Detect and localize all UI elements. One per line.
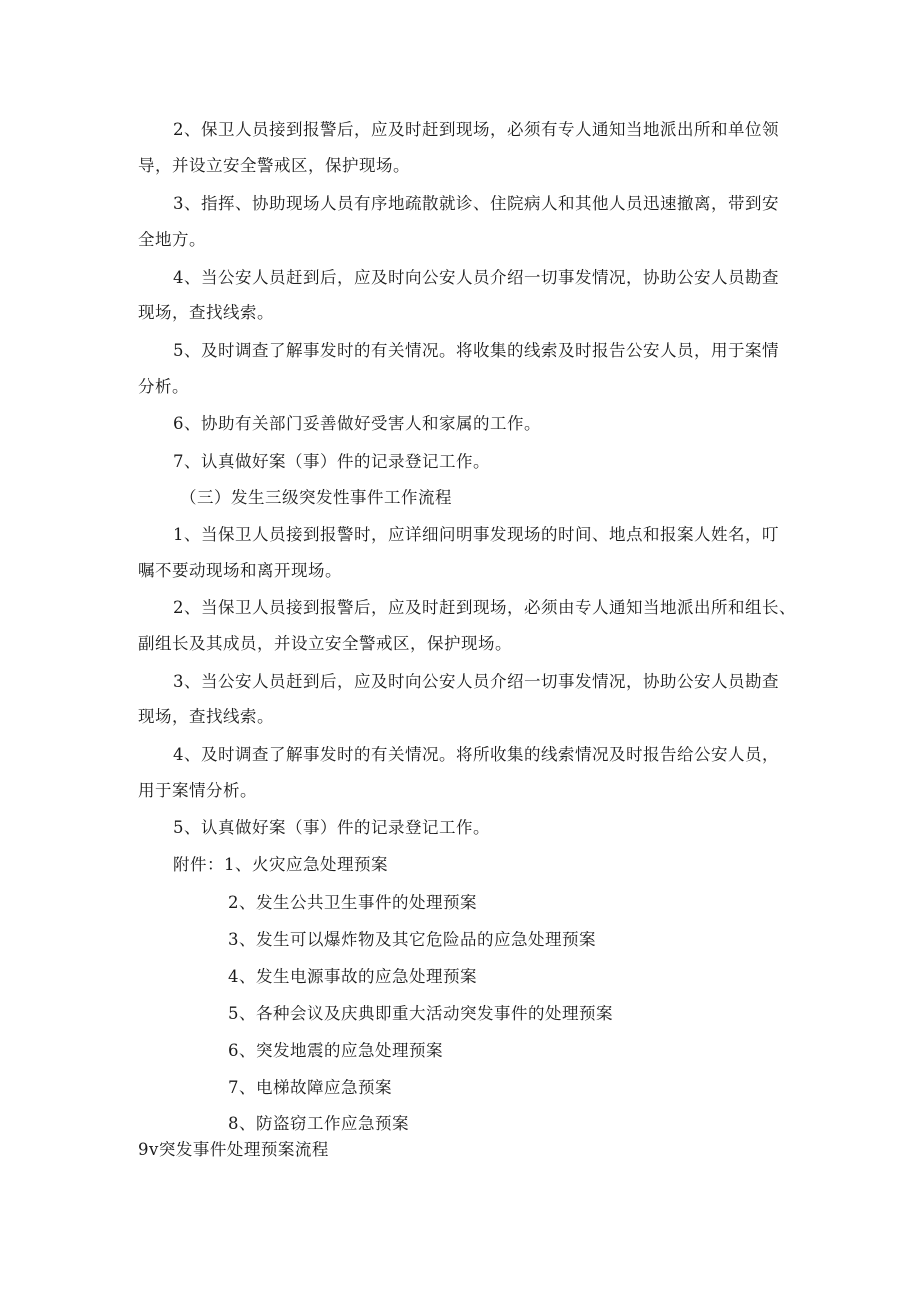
paragraph-line: 全地方。	[138, 230, 206, 249]
appendix-item: 2、发生公共卫生事件的处理预案	[228, 893, 477, 912]
paragraph-line: 5、及时调查了解事发时的有关情况。将收集的线索及时报告公安人员，用于案情	[173, 341, 779, 360]
appendix-item: 4、发生电源事故的应急处理预案	[228, 967, 477, 986]
paragraph-line: 4、及时调查了解事发时的有关情况。将所收集的线索情况及时报告给公安人员，	[173, 745, 779, 764]
paragraph-line: 用于案情分析。	[138, 781, 257, 800]
paragraph-line: 现场，查找线索。	[138, 707, 274, 726]
paragraph-line: 4、当公安人员赶到后，应及时向公安人员介绍一切事发情况，协助公安人员勘查	[173, 268, 779, 287]
paragraph-line: 6、协助有关部门妥善做好受害人和家属的工作。	[173, 414, 541, 433]
paragraph-line: 1、当保卫人员接到报警时，应详细问明事发现场的时间、地点和报案人姓名，叮	[173, 525, 779, 544]
paragraph-line: 现场，查找线索。	[138, 303, 274, 322]
paragraph-line: 分析。	[138, 377, 189, 396]
appendix-item: 7、电梯故障应急预案	[228, 1078, 392, 1097]
section-heading: （三）发生三级突发性事件工作流程	[180, 488, 452, 507]
footer-title: 9v突发事件处理预案流程	[138, 1140, 329, 1159]
appendix-item: 8、防盗窃工作应急预案	[228, 1114, 409, 1133]
appendix-label: 附件：1、火灾应急处理预案	[173, 855, 388, 874]
paragraph-line: 7、认真做好案（事）件的记录登记工作。	[173, 452, 490, 471]
paragraph-line: 嘱不要动现场和离开现场。	[138, 561, 342, 580]
appendix-item: 6、突发地震的应急处理预案	[228, 1041, 443, 1060]
paragraph-line: 2、当保卫人员接到报警后，应及时赶到现场，必须由专人通知当地派出所和组长、	[173, 598, 796, 617]
paragraph-line: 导，并设立安全警戒区，保护现场。	[138, 156, 410, 175]
paragraph-line: 副组长及其成员，并设立安全警戒区，保护现场。	[138, 634, 512, 653]
appendix-item: 3、发生可以爆炸物及其它危险品的应急处理预案	[228, 930, 596, 949]
paragraph-line: 3、指挥、协助现场人员有序地疏散就诊、住院病人和其他人员迅速撤离，带到安	[173, 194, 779, 213]
paragraph-line: 3、当公安人员赶到后，应及时向公安人员介绍一切事发情况，协助公安人员勘查	[173, 672, 779, 691]
paragraph-line: 5、认真做好案（事）件的记录登记工作。	[173, 818, 490, 837]
appendix-item: 5、各种会议及庆典即重大活动突发事件的处理预案	[228, 1004, 613, 1023]
paragraph-line: 2、保卫人员接到报警后，应及时赶到现场，必须有专人通知当地派出所和单位领	[173, 120, 779, 139]
